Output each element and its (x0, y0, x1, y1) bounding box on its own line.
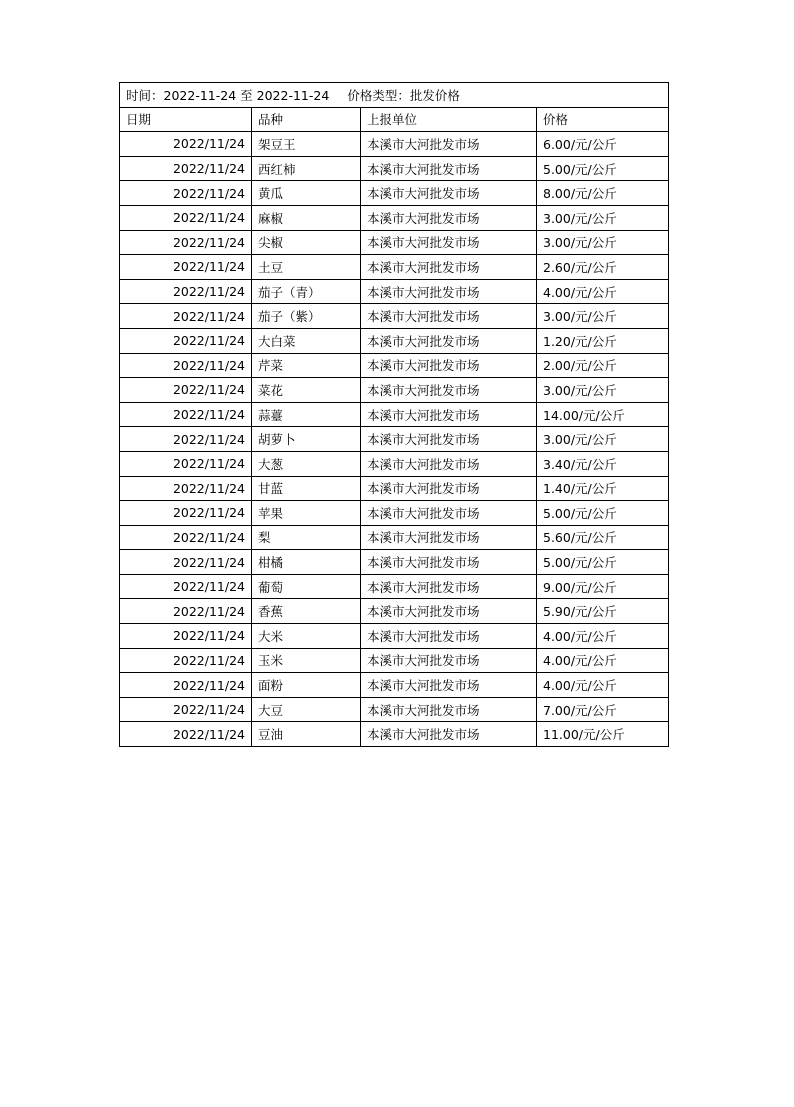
row-unit-cell: 本溪市大河批发市场 (361, 402, 537, 427)
table-row (120, 427, 669, 452)
row-name-cell: 茄子（紫） (252, 304, 361, 329)
column-header-date: 日期 (120, 107, 252, 132)
row-name-cell: 大白菜 (252, 328, 361, 353)
row-unit-cell: 本溪市大河批发市场 (361, 353, 537, 378)
table-row (120, 697, 669, 722)
row-name-cell: 甘蓝 (252, 476, 361, 501)
row-date-cell: 2022/11/24 (120, 476, 252, 501)
table-row (120, 328, 669, 353)
row-price-cell: 3.00/元/公斤 (537, 205, 669, 230)
table-row (120, 378, 669, 403)
table-row (120, 181, 669, 206)
row-price-cell: 5.00/元/公斤 (537, 156, 669, 181)
row-date-cell: 2022/11/24 (120, 624, 252, 649)
row-unit-cell: 本溪市大河批发市场 (361, 279, 537, 304)
row-unit-cell: 本溪市大河批发市场 (361, 648, 537, 673)
column-header-unit: 上报单位 (361, 107, 537, 132)
table-row (120, 255, 669, 280)
table-row (120, 279, 669, 304)
row-price-cell: 1.40/元/公斤 (537, 476, 669, 501)
row-name-cell: 葡萄 (252, 574, 361, 599)
row-unit-cell: 本溪市大河批发市场 (361, 181, 537, 206)
table-row (120, 599, 669, 624)
row-date-cell: 2022/11/24 (120, 697, 252, 722)
row-date-cell: 2022/11/24 (120, 550, 252, 575)
row-date-cell: 2022/11/24 (120, 132, 252, 157)
row-name-cell: 玉米 (252, 648, 361, 673)
row-name-cell: 土豆 (252, 255, 361, 280)
row-name-cell: 苹果 (252, 501, 361, 526)
row-price-cell: 8.00/元/公斤 (537, 181, 669, 206)
column-header-price: 价格 (537, 107, 669, 132)
row-date-cell: 2022/11/24 (120, 673, 252, 698)
query-header-row (120, 83, 669, 108)
table-row (120, 156, 669, 181)
row-price-cell: 7.00/元/公斤 (537, 697, 669, 722)
query-header-cell (120, 83, 669, 108)
table-row (120, 132, 669, 157)
row-unit-cell: 本溪市大河批发市场 (361, 304, 537, 329)
row-price-cell: 5.00/元/公斤 (537, 550, 669, 575)
row-date-cell: 2022/11/24 (120, 304, 252, 329)
row-date-cell: 2022/11/24 (120, 230, 252, 255)
row-name-cell: 芹菜 (252, 353, 361, 378)
row-price-cell: 4.00/元/公斤 (537, 673, 669, 698)
row-unit-cell: 本溪市大河批发市场 (361, 230, 537, 255)
row-date-cell: 2022/11/24 (120, 648, 252, 673)
row-date-cell: 2022/11/24 (120, 181, 252, 206)
row-date-cell: 2022/11/24 (120, 427, 252, 452)
row-date-cell: 2022/11/24 (120, 525, 252, 550)
row-date-cell: 2022/11/24 (120, 451, 252, 476)
row-name-cell: 大豆 (252, 697, 361, 722)
table-row (120, 451, 669, 476)
table-row (120, 722, 669, 747)
row-name-cell: 香蕉 (252, 599, 361, 624)
column-header-name: 品种 (252, 107, 361, 132)
row-date-cell: 2022/11/24 (120, 599, 252, 624)
table-row (120, 550, 669, 575)
row-date-cell: 2022/11/24 (120, 722, 252, 747)
row-unit-cell: 本溪市大河批发市场 (361, 205, 537, 230)
row-name-cell: 蒜薹 (252, 402, 361, 427)
table-row (120, 230, 669, 255)
table-row (120, 402, 669, 427)
row-name-cell: 茄子（青） (252, 279, 361, 304)
table-row (120, 304, 669, 329)
table-row (120, 205, 669, 230)
row-price-cell: 3.40/元/公斤 (537, 451, 669, 476)
row-date-cell: 2022/11/24 (120, 574, 252, 599)
row-price-cell: 2.00/元/公斤 (537, 353, 669, 378)
column-header-row (120, 107, 669, 132)
row-name-cell: 架豆王 (252, 132, 361, 157)
row-unit-cell: 本溪市大河批发市场 (361, 550, 537, 575)
row-price-cell: 2.60/元/公斤 (537, 255, 669, 280)
row-name-cell: 豆油 (252, 722, 361, 747)
row-price-cell: 14.00/元/公斤 (537, 402, 669, 427)
row-name-cell: 胡萝卜 (252, 427, 361, 452)
row-name-cell: 麻椒 (252, 205, 361, 230)
end-date: 2022-11-24 (256, 87, 330, 103)
row-price-cell: 11.00/元/公斤 (537, 722, 669, 747)
row-unit-cell: 本溪市大河批发市场 (361, 476, 537, 501)
row-unit-cell: 本溪市大河批发市场 (361, 378, 537, 403)
table-row (120, 525, 669, 550)
row-price-cell: 4.00/元/公斤 (537, 279, 669, 304)
price-type-value: 批发价格 (409, 87, 460, 103)
table-row (120, 501, 669, 526)
row-unit-cell: 本溪市大河批发市场 (361, 328, 537, 353)
row-name-cell: 尖椒 (252, 230, 361, 255)
row-price-cell: 5.90/元/公斤 (537, 599, 669, 624)
table-row (120, 476, 669, 501)
price-type-label: 价格类型： (347, 87, 410, 103)
row-name-cell: 柑橘 (252, 550, 361, 575)
row-name-cell: 大米 (252, 624, 361, 649)
time-label: 时间： (126, 87, 164, 103)
row-unit-cell: 本溪市大河批发市场 (361, 599, 537, 624)
row-price-cell: 3.00/元/公斤 (537, 304, 669, 329)
table-row (120, 624, 669, 649)
row-date-cell: 2022/11/24 (120, 501, 252, 526)
row-price-cell: 3.00/元/公斤 (537, 427, 669, 452)
row-unit-cell: 本溪市大河批发市场 (361, 132, 537, 157)
row-date-cell: 2022/11/24 (120, 378, 252, 403)
row-price-cell: 4.00/元/公斤 (537, 648, 669, 673)
row-price-cell: 3.00/元/公斤 (537, 378, 669, 403)
row-unit-cell: 本溪市大河批发市场 (361, 574, 537, 599)
row-unit-cell: 本溪市大河批发市场 (361, 255, 537, 280)
row-price-cell: 9.00/元/公斤 (537, 574, 669, 599)
row-price-cell: 3.00/元/公斤 (537, 230, 669, 255)
row-unit-cell: 本溪市大河批发市场 (361, 501, 537, 526)
row-unit-cell: 本溪市大河批发市场 (361, 427, 537, 452)
row-unit-cell: 本溪市大河批发市场 (361, 722, 537, 747)
row-unit-cell: 本溪市大河批发市场 (361, 673, 537, 698)
table-row (120, 673, 669, 698)
row-price-cell: 5.60/元/公斤 (537, 525, 669, 550)
table-body (120, 132, 669, 747)
row-price-cell: 5.00/元/公斤 (537, 501, 669, 526)
row-date-cell: 2022/11/24 (120, 328, 252, 353)
row-unit-cell: 本溪市大河批发市场 (361, 624, 537, 649)
row-name-cell: 面粉 (252, 673, 361, 698)
row-price-cell: 6.00/元/公斤 (537, 132, 669, 157)
row-unit-cell: 本溪市大河批发市场 (361, 451, 537, 476)
row-name-cell: 大葱 (252, 451, 361, 476)
start-date: 2022-11-24 (163, 87, 237, 103)
row-name-cell: 西红柿 (252, 156, 361, 181)
table-row (120, 574, 669, 599)
table-row (120, 648, 669, 673)
row-date-cell: 2022/11/24 (120, 402, 252, 427)
row-unit-cell: 本溪市大河批发市场 (361, 525, 537, 550)
row-date-cell: 2022/11/24 (120, 205, 252, 230)
row-price-cell: 1.20/元/公斤 (537, 328, 669, 353)
table-row (120, 353, 669, 378)
row-date-cell: 2022/11/24 (120, 255, 252, 280)
price-table (119, 82, 669, 747)
row-price-cell: 4.00/元/公斤 (537, 624, 669, 649)
price-sheet (119, 82, 668, 747)
row-name-cell: 黄瓜 (252, 181, 361, 206)
row-date-cell: 2022/11/24 (120, 353, 252, 378)
row-date-cell: 2022/11/24 (120, 279, 252, 304)
row-name-cell: 梨 (252, 525, 361, 550)
row-unit-cell: 本溪市大河批发市场 (361, 156, 537, 181)
row-date-cell: 2022/11/24 (120, 156, 252, 181)
row-name-cell: 菜花 (252, 378, 361, 403)
to-label: 至 (240, 87, 253, 103)
row-unit-cell: 本溪市大河批发市场 (361, 697, 537, 722)
